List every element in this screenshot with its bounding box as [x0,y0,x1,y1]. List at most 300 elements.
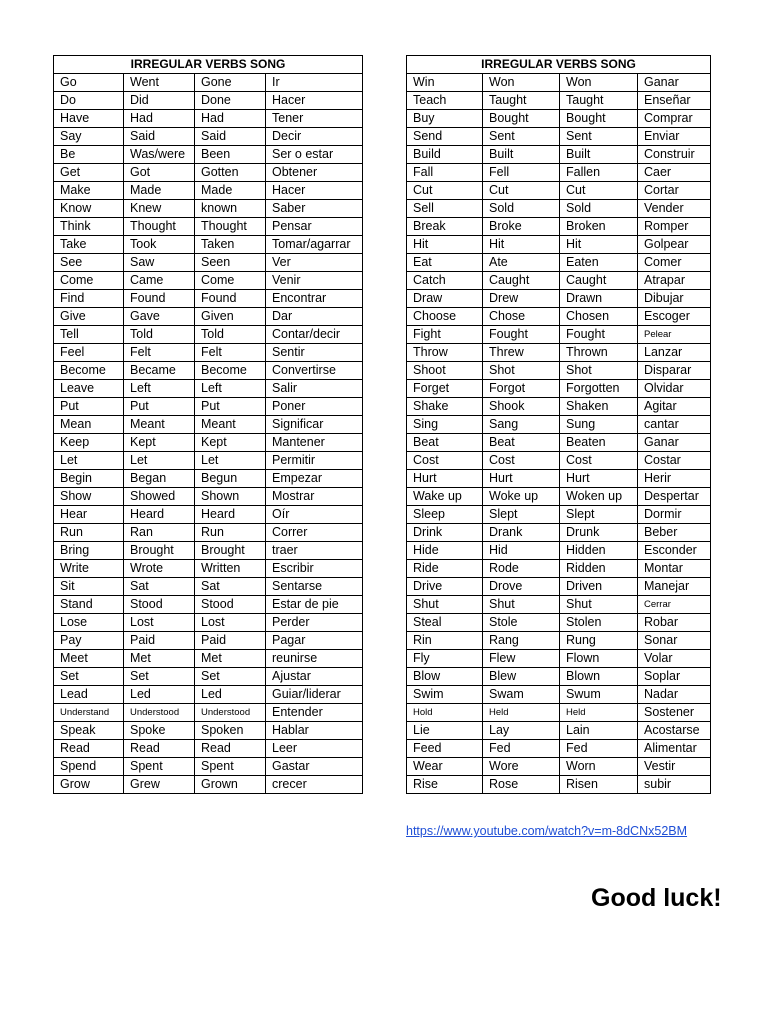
table-row [407,632,711,650]
past-participle-cell: Kept [195,434,266,452]
table-row [407,614,711,632]
table-row [54,686,363,704]
table-row [54,740,363,758]
table-row [407,146,711,164]
spanish-meaning-cell: Gastar [266,758,363,776]
spanish-meaning-cell: Salir [266,380,363,398]
table-row [54,668,363,686]
past-simple-cell: Fought [483,326,560,344]
spanish-meaning-cell: Atrapar [638,272,711,290]
past-simple-cell: Brought [124,542,195,560]
past-participle-cell: Held [560,704,638,722]
spanish-meaning-cell: Convertirse [266,362,363,380]
table-row [54,218,363,236]
past-participle-cell: Put [195,398,266,416]
past-participle-cell: Drunk [560,524,638,542]
past-simple-cell: Gave [124,308,195,326]
past-simple-cell: Began [124,470,195,488]
past-participle-cell: Brought [195,542,266,560]
table-row [407,110,711,128]
past-participle-cell: Won [560,74,638,92]
past-participle-cell: Sold [560,200,638,218]
past-simple-cell: Stole [483,614,560,632]
past-simple-cell: Taught [483,92,560,110]
past-participle-cell: Met [195,650,266,668]
base-form-cell: Drink [407,524,483,542]
past-participle-cell: known [195,200,266,218]
past-simple-cell: Shot [483,362,560,380]
past-simple-cell: Cost [483,452,560,470]
past-simple-cell: Flew [483,650,560,668]
past-participle-cell: Thrown [560,344,638,362]
spanish-meaning-cell: Contar/decir [266,326,363,344]
table-row [54,434,363,452]
past-simple-cell: Rang [483,632,560,650]
table-row [54,92,363,110]
spanish-meaning-cell: Despertar [638,488,711,506]
spanish-meaning-cell: Olvidar [638,380,711,398]
past-simple-cell: Forgot [483,380,560,398]
past-simple-cell: Made [124,182,195,200]
spanish-meaning-cell: Sonar [638,632,711,650]
spanish-meaning-cell: Acostarse [638,722,711,740]
table-row [407,362,711,380]
table-row [407,74,711,92]
spanish-meaning-cell: Agitar [638,398,711,416]
table-row [407,380,711,398]
table-row [54,200,363,218]
past-participle-cell: Rung [560,632,638,650]
table-row [407,308,711,326]
spanish-meaning-cell: Enviar [638,128,711,146]
past-simple-cell: Ran [124,524,195,542]
table-row [407,290,711,308]
table-row [407,416,711,434]
base-form-cell: Understand [54,704,124,722]
past-participle-cell: Spent [195,758,266,776]
table-row [407,668,711,686]
past-participle-cell: Shown [195,488,266,506]
base-form-cell: Meet [54,650,124,668]
past-simple-cell: Shut [483,596,560,614]
past-simple-cell: Thought [124,218,195,236]
base-form-cell: Write [54,560,124,578]
past-simple-cell: Felt [124,344,195,362]
spanish-meaning-cell: Beber [638,524,711,542]
table-row [407,740,711,758]
base-form-cell: Break [407,218,483,236]
spanish-meaning-cell: Poner [266,398,363,416]
table-row [54,614,363,632]
base-form-cell: Drive [407,578,483,596]
past-participle-cell: Gone [195,74,266,92]
table-row [407,470,711,488]
base-form-cell: Sing [407,416,483,434]
spanish-meaning-cell: Vestir [638,758,711,776]
spanish-meaning-cell: Saber [266,200,363,218]
base-form-cell: Sit [54,578,124,596]
base-form-cell: Lead [54,686,124,704]
past-participle-cell: Flown [560,650,638,668]
spanish-meaning-cell: Tomar/agarrar [266,236,363,254]
base-form-cell: Be [54,146,124,164]
spanish-meaning-cell: Pelear [638,326,711,344]
table-row [54,380,363,398]
table-row [54,542,363,560]
past-simple-cell: Left [124,380,195,398]
spanish-meaning-cell: Pensar [266,218,363,236]
spanish-meaning-cell: Sentir [266,344,363,362]
base-form-cell: Win [407,74,483,92]
past-simple-cell: Blew [483,668,560,686]
past-simple-cell: Spent [124,758,195,776]
base-form-cell: Mean [54,416,124,434]
table-row [54,272,363,290]
past-simple-cell: Woke up [483,488,560,506]
table-row [407,92,711,110]
past-participle-cell: Become [195,362,266,380]
base-form-cell: Rise [407,776,483,794]
past-simple-cell: Drove [483,578,560,596]
past-simple-cell: Drank [483,524,560,542]
base-form-cell: Blow [407,668,483,686]
spanish-meaning-cell: Leer [266,740,363,758]
table-row [54,146,363,164]
table-row [54,290,363,308]
past-simple-cell: Stood [124,596,195,614]
past-participle-cell: Made [195,182,266,200]
base-form-cell: Fall [407,164,483,182]
past-participle-cell: Forgotten [560,380,638,398]
past-simple-cell: Came [124,272,195,290]
table-title: IRREGULAR VERBS SONG [54,56,363,74]
past-simple-cell: Held [483,704,560,722]
past-simple-cell: Said [124,128,195,146]
spanish-meaning-cell: Pagar [266,632,363,650]
table-row [407,128,711,146]
table-row [407,254,711,272]
past-participle-cell: Said [195,128,266,146]
base-form-cell: Build [407,146,483,164]
base-form-cell: Get [54,164,124,182]
spanish-meaning-cell: Dormir [638,506,711,524]
base-form-cell: Buy [407,110,483,128]
past-participle-cell: Lost [195,614,266,632]
past-simple-cell: Had [124,110,195,128]
past-simple-cell: Knew [124,200,195,218]
spanish-meaning-cell: Ver [266,254,363,272]
past-simple-cell: Wrote [124,560,195,578]
past-participle-cell: Drawn [560,290,638,308]
spanish-meaning-cell: Encontrar [266,290,363,308]
spanish-meaning-cell: Ganar [638,74,711,92]
base-form-cell: Show [54,488,124,506]
past-participle-cell: Slept [560,506,638,524]
past-participle-cell: Driven [560,578,638,596]
base-form-cell: Forget [407,380,483,398]
past-participle-cell: Cut [560,182,638,200]
table-row [54,326,363,344]
past-simple-cell: Spoke [124,722,195,740]
spanish-meaning-cell: traer [266,542,363,560]
spanish-meaning-cell: Escoger [638,308,711,326]
spanish-meaning-cell: Perder [266,614,363,632]
spanish-meaning-cell: Comer [638,254,711,272]
base-form-cell: Lie [407,722,483,740]
base-form-cell: Leave [54,380,124,398]
past-simple-cell: Did [124,92,195,110]
past-participle-cell: Blown [560,668,638,686]
past-participle-cell: Understood [195,704,266,722]
spanish-meaning-cell: crecer [266,776,363,794]
table-row [407,650,711,668]
base-form-cell: Feed [407,740,483,758]
base-form-cell: Feel [54,344,124,362]
spanish-meaning-cell: Significar [266,416,363,434]
table-row [54,560,363,578]
past-participle-cell: Left [195,380,266,398]
table-row [54,578,363,596]
past-simple-cell: Went [124,74,195,92]
past-participle-cell: Felt [195,344,266,362]
past-participle-cell: Set [195,668,266,686]
table-title: IRREGULAR VERBS SONG [407,56,711,74]
past-participle-cell: Beaten [560,434,638,452]
past-simple-cell: Lay [483,722,560,740]
table-row [54,236,363,254]
spanish-meaning-cell: Entender [266,704,363,722]
table-row [54,596,363,614]
base-form-cell: Find [54,290,124,308]
past-simple-cell: Set [124,668,195,686]
spanish-meaning-cell: Comprar [638,110,711,128]
table-row [54,398,363,416]
base-form-cell: Set [54,668,124,686]
past-participle-cell: Begun [195,470,266,488]
spanish-meaning-cell: Hablar [266,722,363,740]
past-participle-cell: Swum [560,686,638,704]
table-header-row [54,56,363,74]
base-form-cell: Become [54,362,124,380]
spanish-meaning-cell: Disparar [638,362,711,380]
spanish-meaning-cell: Herir [638,470,711,488]
table-row [54,182,363,200]
past-simple-cell: Showed [124,488,195,506]
past-simple-cell: Was/were [124,146,195,164]
base-form-cell: Pay [54,632,124,650]
past-participle-cell: Done [195,92,266,110]
base-form-cell: Spend [54,758,124,776]
table-row [54,524,363,542]
table-row [54,722,363,740]
base-form-cell: Say [54,128,124,146]
spanish-meaning-cell: reunirse [266,650,363,668]
past-simple-cell: Chose [483,308,560,326]
spanish-meaning-cell: Empezar [266,470,363,488]
past-participle-cell: Grown [195,776,266,794]
past-simple-cell: Sent [483,128,560,146]
past-simple-cell: Built [483,146,560,164]
past-simple-cell: Found [124,290,195,308]
base-form-cell: Stand [54,596,124,614]
base-form-cell: Hold [407,704,483,722]
spanish-meaning-cell: Caer [638,164,711,182]
spanish-meaning-cell: Lanzar [638,344,711,362]
table-row [407,704,711,722]
past-simple-cell: Bought [483,110,560,128]
past-simple-cell: Fed [483,740,560,758]
spanish-meaning-cell: Dar [266,308,363,326]
past-participle-cell: Been [195,146,266,164]
base-form-cell: Have [54,110,124,128]
past-participle-cell: Given [195,308,266,326]
spanish-meaning-cell: Venir [266,272,363,290]
base-form-cell: Bring [54,542,124,560]
past-participle-cell: Broken [560,218,638,236]
table-row [407,542,711,560]
base-form-cell: Cut [407,182,483,200]
base-form-cell: Draw [407,290,483,308]
good-luck-text: Good luck! [591,884,722,912]
spanish-meaning-cell: Robar [638,614,711,632]
spanish-meaning-cell: Mostrar [266,488,363,506]
past-participle-cell: Hurt [560,470,638,488]
past-simple-cell: Met [124,650,195,668]
table-row [407,686,711,704]
base-form-cell: Keep [54,434,124,452]
past-participle-cell: Fallen [560,164,638,182]
base-form-cell: Steal [407,614,483,632]
past-simple-cell: Led [124,686,195,704]
spanish-meaning-cell: Correr [266,524,363,542]
past-simple-cell: Saw [124,254,195,272]
spanish-meaning-cell: Golpear [638,236,711,254]
past-participle-cell: Written [195,560,266,578]
past-participle-cell: Woken up [560,488,638,506]
table-row [407,434,711,452]
past-participle-cell: Stood [195,596,266,614]
past-participle-cell: Caught [560,272,638,290]
past-simple-cell: Broke [483,218,560,236]
table-row [407,452,711,470]
past-participle-cell: Sung [560,416,638,434]
base-form-cell: Shut [407,596,483,614]
spanish-meaning-cell: Estar de pie [266,596,363,614]
table-row [407,218,711,236]
past-simple-cell: Meant [124,416,195,434]
base-form-cell: Teach [407,92,483,110]
spanish-meaning-cell: Costar [638,452,711,470]
spanish-meaning-cell: Cerrar [638,596,711,614]
base-form-cell: Sell [407,200,483,218]
past-participle-cell: Ridden [560,560,638,578]
base-form-cell: Ride [407,560,483,578]
spanish-meaning-cell: Sostener [638,704,711,722]
base-form-cell: Rin [407,632,483,650]
past-simple-cell: Sang [483,416,560,434]
table-row [54,506,363,524]
past-participle-cell: Chosen [560,308,638,326]
base-form-cell: Shake [407,398,483,416]
spanish-meaning-cell: Sentarse [266,578,363,596]
table-row [54,632,363,650]
table-row [54,74,363,92]
table-row [407,182,711,200]
past-simple-cell: Let [124,452,195,470]
past-participle-cell: Told [195,326,266,344]
past-participle-cell: Worn [560,758,638,776]
base-form-cell: Swim [407,686,483,704]
past-simple-cell: Hid [483,542,560,560]
base-form-cell: Choose [407,308,483,326]
base-form-cell: Let [54,452,124,470]
spanish-meaning-cell: Ir [266,74,363,92]
base-form-cell: Run [54,524,124,542]
base-form-cell: Take [54,236,124,254]
youtube-link[interactable]: https://www.youtube.com/watch?v=m-8dCNx52BM [406,824,688,838]
base-form-cell: Hide [407,542,483,560]
table-row [54,650,363,668]
past-participle-cell: Come [195,272,266,290]
table-row [407,578,711,596]
past-participle-cell: Meant [195,416,266,434]
past-simple-cell: Beat [483,434,560,452]
past-participle-cell: Hit [560,236,638,254]
base-form-cell: Shoot [407,362,483,380]
base-form-cell: Make [54,182,124,200]
past-participle-cell: Run [195,524,266,542]
table-row [407,524,711,542]
table-row [54,470,363,488]
past-simple-cell: Cut [483,182,560,200]
past-participle-cell: Seen [195,254,266,272]
past-simple-cell: Sold [483,200,560,218]
base-form-cell: Hurt [407,470,483,488]
past-participle-cell: Let [195,452,266,470]
table-row [54,164,363,182]
table-row [54,776,363,794]
past-simple-cell: Hurt [483,470,560,488]
base-form-cell: Fly [407,650,483,668]
past-simple-cell: Shook [483,398,560,416]
base-form-cell: Hit [407,236,483,254]
past-simple-cell: Ate [483,254,560,272]
table-row [407,596,711,614]
spanish-meaning-cell: Vender [638,200,711,218]
table-row [54,362,363,380]
base-form-cell: Fight [407,326,483,344]
base-form-cell: Think [54,218,124,236]
spanish-meaning-cell: Romper [638,218,711,236]
table-row [407,236,711,254]
past-participle-cell: Fed [560,740,638,758]
past-participle-cell: Built [560,146,638,164]
spanish-meaning-cell: Hacer [266,92,363,110]
base-form-cell: Come [54,272,124,290]
table-row [407,164,711,182]
past-simple-cell: Heard [124,506,195,524]
past-simple-cell: Swam [483,686,560,704]
base-form-cell: Go [54,74,124,92]
spanish-meaning-cell: Construir [638,146,711,164]
table-row [407,326,711,344]
table-row [54,488,363,506]
base-form-cell: Catch [407,272,483,290]
spanish-meaning-cell: Montar [638,560,711,578]
base-form-cell: Speak [54,722,124,740]
past-participle-cell: Eaten [560,254,638,272]
base-form-cell: Give [54,308,124,326]
